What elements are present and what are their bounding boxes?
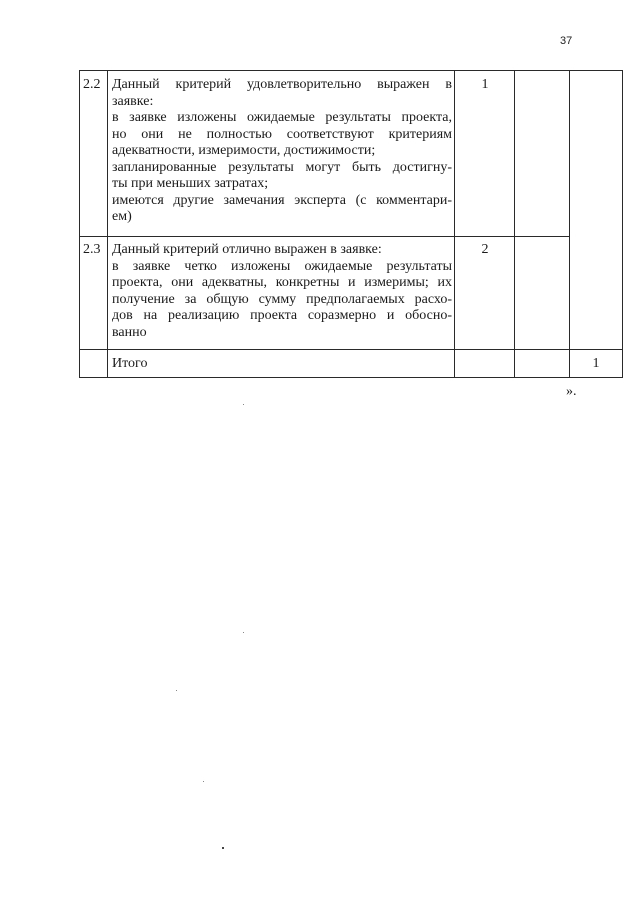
table-border-top [79, 70, 623, 71]
scan-speck [222, 847, 224, 849]
description-line: Данный критерий отлично выражен в заявке: [112, 242, 382, 257]
description-line: ты при меньших затратах; [112, 176, 269, 191]
description-line: в заявке четко изложены ожидаемые результаты [112, 258, 452, 274]
description-line: ванно [112, 324, 147, 340]
score-value: 1 [481, 77, 489, 92]
table-column-divider [514, 70, 515, 378]
closing-quote: ». [566, 384, 577, 399]
score-value: 2 [481, 242, 489, 257]
criterion-description [112, 242, 452, 341]
table-border-right [622, 70, 623, 378]
table-column-divider [454, 70, 455, 378]
description-line: адекватности, измеримости, достижимости; [112, 143, 376, 158]
scan-speck [176, 690, 177, 691]
description-line: Данный критерий удовлетворительно выражен в [112, 77, 452, 92]
table-column-divider [569, 70, 570, 378]
criterion-description [112, 77, 452, 226]
description-line: но они не полностью соответствуют критериям [112, 126, 452, 142]
table-column-divider [107, 70, 108, 378]
row-number: 2.2 [83, 77, 101, 92]
row-number: 2.3 [83, 242, 101, 257]
page-number: 37 [560, 35, 573, 47]
description-line: запланированные результаты могут быть достигну- [112, 159, 452, 175]
scan-speck [243, 404, 244, 405]
description-line: ем) [112, 209, 132, 224]
scan-speck [203, 781, 204, 782]
description-line: проекта, они адекватны, конкретны и измеримы; их [112, 275, 452, 290]
description-line: получение за общую сумму предполагаемых расхо- [112, 291, 452, 307]
table-border-left [79, 70, 80, 378]
description-line: имеются другие замечания эксперта (с комментари- [112, 192, 452, 208]
description-line: заявке: [112, 93, 154, 109]
table-border-bottom [79, 377, 623, 378]
table-row-divider [79, 236, 570, 237]
description-line: в заявке изложены ожидаемые результаты проекта, [112, 110, 452, 125]
total-label: Итого [112, 356, 148, 371]
total-value: 1 [592, 356, 600, 371]
description-line: дов на реализацию проекта соразмерно и обосно- [112, 308, 452, 323]
scan-speck [243, 632, 244, 633]
table-row-divider [79, 349, 623, 350]
